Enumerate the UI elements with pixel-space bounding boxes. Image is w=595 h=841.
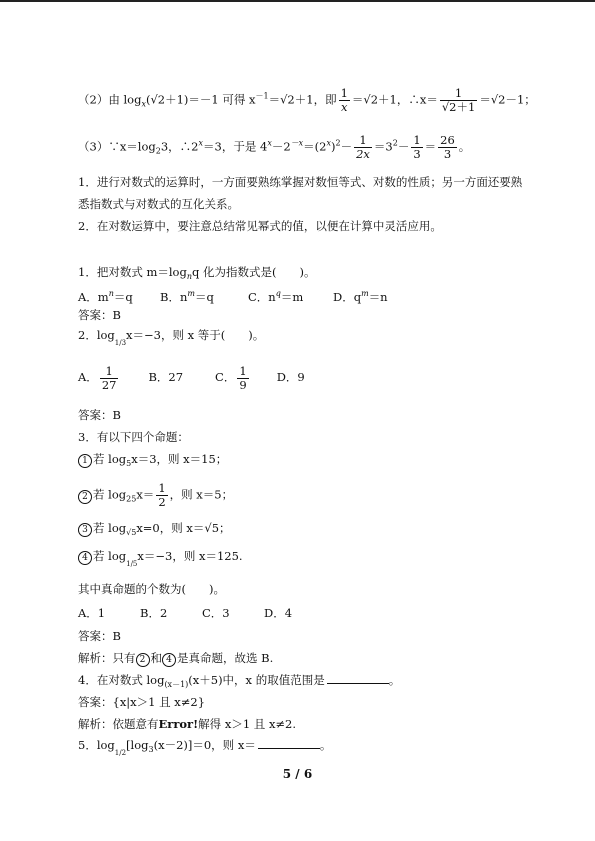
proposition-1: 1 若 $\log_5x=3$，则 x＝15； (78, 452, 227, 471)
question-4-answer: 答案：{x|x＞1 且 x≠2} (78, 695, 206, 709)
answer-blank (327, 673, 389, 684)
circled-number: 1 (78, 454, 92, 468)
solution-3: $(3)\because x=\log_23$，$\therefore 2^x=3$，于是 $4^x-2^{-x}=(2^x)^2-$ $\frac{1}{2x}$ $=3^2-$ $\frac{1}{3}$ ＝ $\frac{26}{3}$ 。 (78, 133, 471, 161)
text: (√2＋1)＝－1 可得 x (145, 92, 256, 107)
question-1-options (78, 287, 388, 304)
question-1: 1．把对数式 $m=\log_nq$ 化为指数式是( )。 (78, 265, 316, 281)
solution-2 (78, 87, 536, 114)
proposition-2: 2 若 $\log_{25}x=$ $\frac{1}{2}$ ，则 x＝5； (78, 482, 233, 509)
summary-point-2: 2．在对数运算中，要注意总结常见幂式的值，以便在计算中灵活应用。 (78, 219, 442, 233)
question-3-prompt: 其中真命题的个数为( )。 (78, 582, 225, 596)
fraction: $\frac{1}{9}$ (239, 363, 247, 392)
circled-number: 3 (78, 523, 92, 537)
summary-point-1: 1．进行对数式的运算时，一方面要熟练掌握对数恒等式、对数的性质；另一方面还要熟 (78, 175, 523, 189)
text: ＝√2－1； (479, 92, 536, 107)
proposition-3: 3 若 $\log_{√5}x=0$，则 x＝√5； (78, 521, 231, 540)
question-2-options: A． $\frac{1}{27}$ B．27 C． $\frac{1}{9}$ D．9 (78, 363, 305, 392)
option-b: B．$n^m=q$ (160, 289, 214, 304)
question-1-answer: 答案：B (78, 308, 121, 322)
question-4-analysis: 解析：依题意有Error!解得 x＞1 且 x≠2. (78, 717, 297, 731)
circled-number: 2 (78, 490, 92, 504)
fraction: $\frac{1}{x}$ (340, 86, 348, 114)
text: ＝√2＋1，即 (268, 92, 337, 107)
fraction: $\frac{1}{27}$ (101, 363, 117, 392)
fraction: $\frac{1}{2x}$ (356, 133, 370, 161)
question-5: 5．$\log_{1/2}[\log_3(x-2)]=0$，则 x＝ 。 (78, 738, 332, 757)
circled-number: 4 (78, 551, 92, 565)
text: （2）由 log (78, 92, 142, 107)
option-c: C．$n^q=m$ (248, 289, 304, 304)
option-a: A．$m^n=q$ (78, 289, 133, 304)
fraction: $\frac{1}{2}$ (158, 481, 166, 509)
question-2-answer: 答案：B (78, 408, 121, 422)
question-2: 2．$\log_{1/3}x=-3$，则 x 等于( )。 (78, 328, 265, 347)
page-number: 5 / 6 (282, 767, 313, 781)
fraction: $\frac{1}{3}$ (413, 133, 421, 161)
log-base: x (141, 99, 146, 109)
exponent: －1 (255, 91, 269, 101)
question-3-analysis: 解析：只有 2 和 4 是真命题，故选 B. (78, 651, 274, 665)
question-3: 3．有以下四个命题： (78, 430, 189, 444)
question-3-answer: 答案：B (78, 629, 121, 643)
fraction: $\frac{1}{√2+1}$ (441, 86, 476, 114)
text: ＝√2＋1，∴x＝ (351, 92, 438, 107)
option-d: D．$q^m=n$ (333, 289, 388, 304)
question-4: 4．在对数式 $\log_{(x-1)}(x+5)$中，x 的取值范围是 。 (78, 673, 401, 689)
question-3-options: A．1 B．2 C．3 D．4 (78, 606, 293, 620)
answer-blank (258, 738, 320, 749)
proposition-4: 4 若 $\log_{1/5}x=-3$，则 x＝125. (78, 549, 243, 571)
top-border (0, 0, 595, 2)
summary-point-1-cont: 悉指数式与对数式的互化关系。 (78, 197, 239, 211)
fraction: $\frac{26}{3}$ (440, 133, 455, 161)
